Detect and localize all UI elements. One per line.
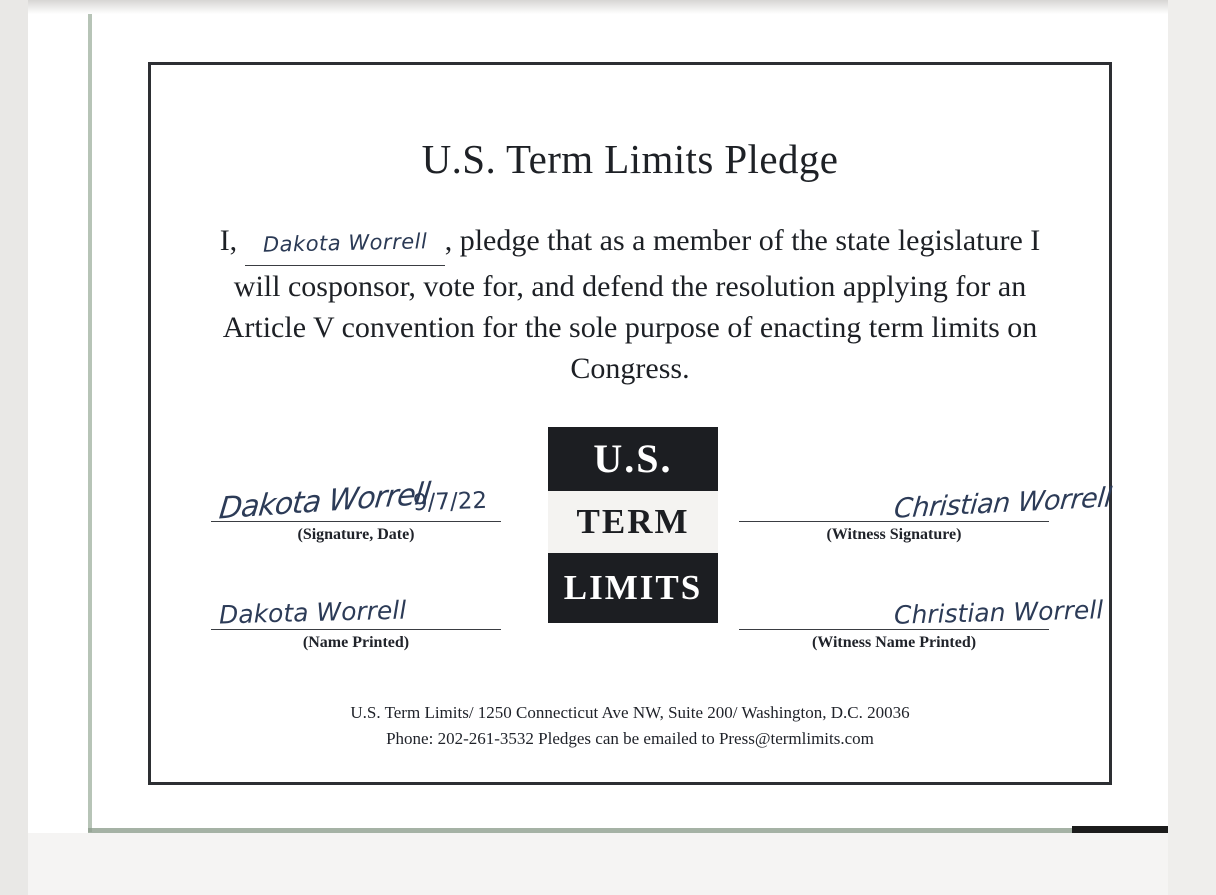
paper-left-edge	[88, 14, 92, 832]
pledge-lead-text: I,	[219, 224, 238, 257]
witness-signature-field	[739, 475, 1113, 544]
signature-date-handwritten: 9/7/22	[412, 487, 488, 517]
logo-line-limits: LIMITS	[548, 553, 718, 623]
pledge-body-text	[213, 220, 1047, 389]
pledge-name-handwritten: Dakota Worrell	[262, 229, 428, 257]
paper-top-shadow	[28, 0, 1168, 14]
witness-signature-line	[739, 475, 1113, 525]
logo-line-us: U.S.	[548, 427, 718, 491]
name-printed-line	[211, 583, 501, 630]
signature-field	[211, 475, 501, 544]
name-printed-caption: (Name Printed)	[302, 634, 410, 651]
footer-address-line: U.S. Term Limits/ 1250 Connecticut Ave NW, Suite 200/ Washington, D.C. 20036	[350, 703, 910, 722]
signature-handwritten: Dakota Worrell	[217, 476, 432, 527]
signature-line	[211, 475, 501, 527]
signature-caption: (Signature, Date)	[297, 526, 415, 543]
pledge-name-blank	[245, 220, 445, 266]
page-left-gutter	[0, 0, 28, 895]
witness-signature-handwritten: Christian Worrell	[892, 482, 1113, 525]
name-printed-handwritten: Dakota Worrell	[218, 595, 407, 630]
witness-signature-caption: (Witness Signature)	[826, 526, 962, 543]
pledge-certificate	[148, 62, 1112, 785]
pledge-body-remainder: , pledge that as a member of the state legislature I will cosponsor, vote for, and defend the resolution applying for an Article V convention for the sole purpose of enacting term limits on Congress.	[222, 224, 1041, 385]
witness-name-printed-caption: (Witness Name Printed)	[811, 634, 977, 651]
page-title: U.S. Term Limits Pledge	[421, 136, 839, 182]
witness-name-printed-field	[739, 583, 1104, 652]
us-term-limits-logo	[548, 427, 718, 627]
footer-contact-info	[151, 700, 1109, 752]
page-bottom-area	[28, 833, 1168, 895]
logo-line-term: TERM	[548, 491, 718, 553]
footer-phone-line: Phone: 202-261-3532 Pledges can be emailed to Press@termlimits.com	[386, 729, 874, 748]
name-printed-field	[211, 583, 501, 652]
witness-name-printed-handwritten: Christian Worrell	[893, 595, 1104, 630]
witness-name-printed-line	[739, 583, 1104, 630]
